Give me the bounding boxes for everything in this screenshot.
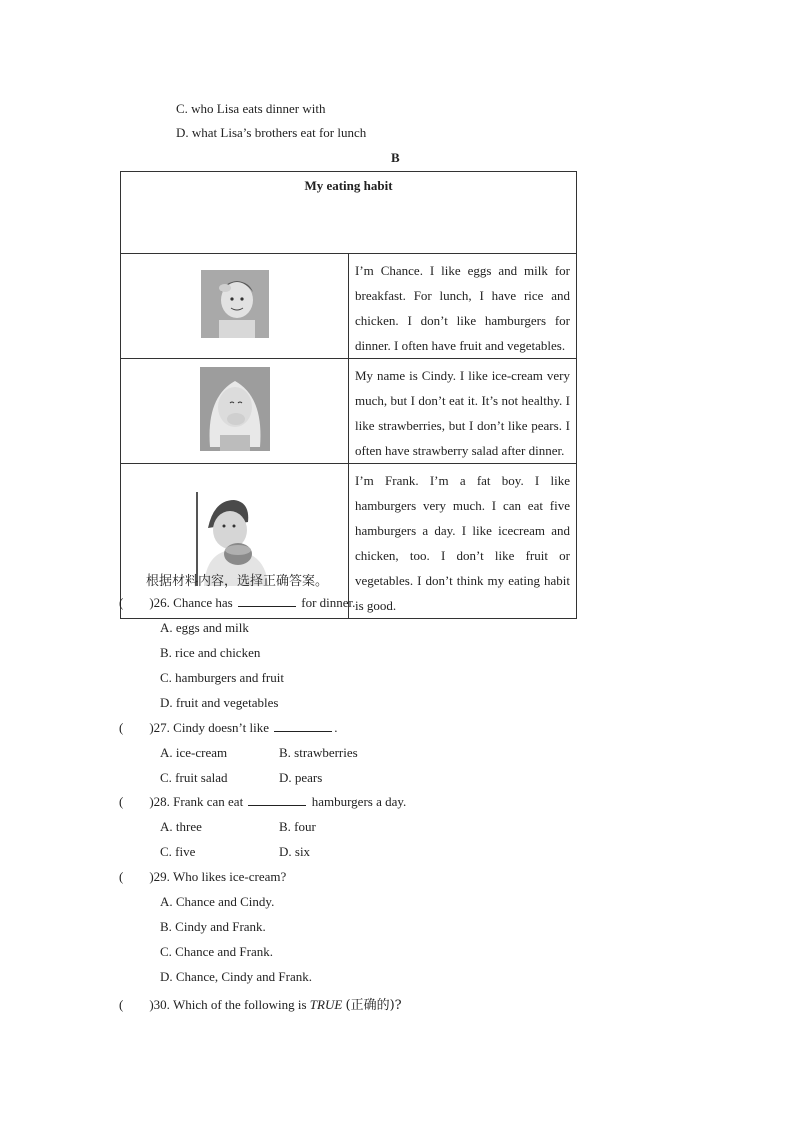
boy-portrait-photo-icon bbox=[201, 270, 269, 338]
option-27-d[interactable]: D. pears bbox=[279, 770, 323, 785]
prev-option-d: D. what Lisa’s brothers eat for lunch bbox=[176, 125, 367, 140]
question-27 bbox=[119, 720, 337, 736]
option-27-c[interactable]: C. fruit salad bbox=[160, 770, 228, 785]
option-27-a[interactable]: A. ice-cream bbox=[160, 745, 228, 760]
question-26 bbox=[119, 595, 355, 611]
option-26-b[interactable]: B. rice and chicken bbox=[160, 645, 261, 660]
option-26-a[interactable]: A. eggs and milk bbox=[160, 620, 249, 635]
option-27-b[interactable]: B. strawberries bbox=[279, 745, 358, 760]
option-28-a[interactable]: A. three bbox=[160, 819, 202, 834]
question-text-italic: TRUE bbox=[309, 997, 343, 1012]
question-text-pre: Chance has bbox=[173, 595, 233, 610]
option-29-d[interactable]: D. Chance, Cindy and Frank. bbox=[160, 969, 313, 984]
question-text-post: . bbox=[334, 720, 338, 735]
option-26-d[interactable]: D. fruit and vegetables bbox=[160, 695, 279, 710]
answer-paren[interactable]: ( ) bbox=[119, 794, 154, 809]
instruction: 根据材料内容，选择正确答案。 bbox=[146, 574, 329, 589]
question-number: 29. bbox=[153, 869, 170, 884]
prev-option-c: C. who Lisa eats dinner with bbox=[176, 101, 326, 116]
question-number: 28. bbox=[153, 794, 170, 809]
question-text-pre: Which of the following is bbox=[172, 997, 307, 1012]
row-text-cindy: My name is Cindy. I like ice-cream very much, but I don’t eat it. It’s not healthy. I like strawberries, but I don’t like pears. I often have strawberry salad after dinner. bbox=[349, 359, 577, 464]
photo-cell bbox=[121, 254, 349, 359]
row-text-chance: I’m Chance. I like eggs and milk for breakfast. For lunch, I have rice and chicken. I don’t like hamburgers for dinner. I often have fruit and vegetables. bbox=[349, 254, 577, 359]
table-row bbox=[121, 359, 577, 464]
option-29-a[interactable]: A. Chance and Cindy. bbox=[160, 894, 275, 909]
row-text-frank: I’m Frank. I’m a fat boy. I like hamburgers very much. I can eat five hamburgers a day. I like icecream and chicken, too. I don’t like fruit or vegetables. I don’t think my eating habit is good. bbox=[349, 464, 577, 619]
question-text-pre: Cindy doesn’t like bbox=[173, 720, 269, 735]
eating-habit-table bbox=[120, 171, 577, 619]
question-text-post: (正确的)? bbox=[345, 998, 402, 1013]
question-text-post: for dinner. bbox=[301, 595, 356, 610]
photo-cell bbox=[121, 359, 349, 464]
question-text-pre: Frank can eat bbox=[173, 794, 244, 809]
answer-paren[interactable]: ( ) bbox=[119, 869, 154, 884]
girl-laughing-photo-icon bbox=[200, 367, 270, 451]
table-title: My eating habit bbox=[304, 178, 393, 193]
table-row bbox=[121, 254, 577, 359]
option-29-b[interactable]: B. Cindy and Frank. bbox=[160, 919, 266, 934]
answer-paren[interactable]: ( ) bbox=[119, 595, 154, 610]
question-number: 27. bbox=[153, 720, 170, 735]
option-28-d[interactable]: D. six bbox=[279, 844, 311, 859]
option-28-b[interactable]: B. four bbox=[279, 819, 316, 834]
section-label: B bbox=[391, 150, 400, 165]
question-29 bbox=[119, 869, 286, 885]
answer-paren[interactable]: ( ) bbox=[119, 720, 154, 735]
option-26-c[interactable]: C. hamburgers and fruit bbox=[160, 670, 284, 685]
question-30 bbox=[119, 994, 402, 1013]
question-28 bbox=[119, 794, 406, 810]
fill-blank[interactable] bbox=[274, 720, 332, 732]
question-text-post: hamburgers a day. bbox=[311, 794, 407, 809]
fill-blank[interactable] bbox=[248, 794, 306, 806]
fill-blank[interactable] bbox=[238, 595, 296, 607]
answer-paren[interactable]: ( ) bbox=[119, 997, 154, 1012]
question-number: 26. bbox=[153, 595, 170, 610]
question-number: 30. bbox=[153, 997, 170, 1012]
option-28-c[interactable]: C. five bbox=[160, 844, 196, 859]
table-title-cell bbox=[121, 172, 577, 254]
question-text: Who likes ice-cream? bbox=[172, 869, 287, 884]
option-29-c[interactable]: C. Chance and Frank. bbox=[160, 944, 274, 959]
